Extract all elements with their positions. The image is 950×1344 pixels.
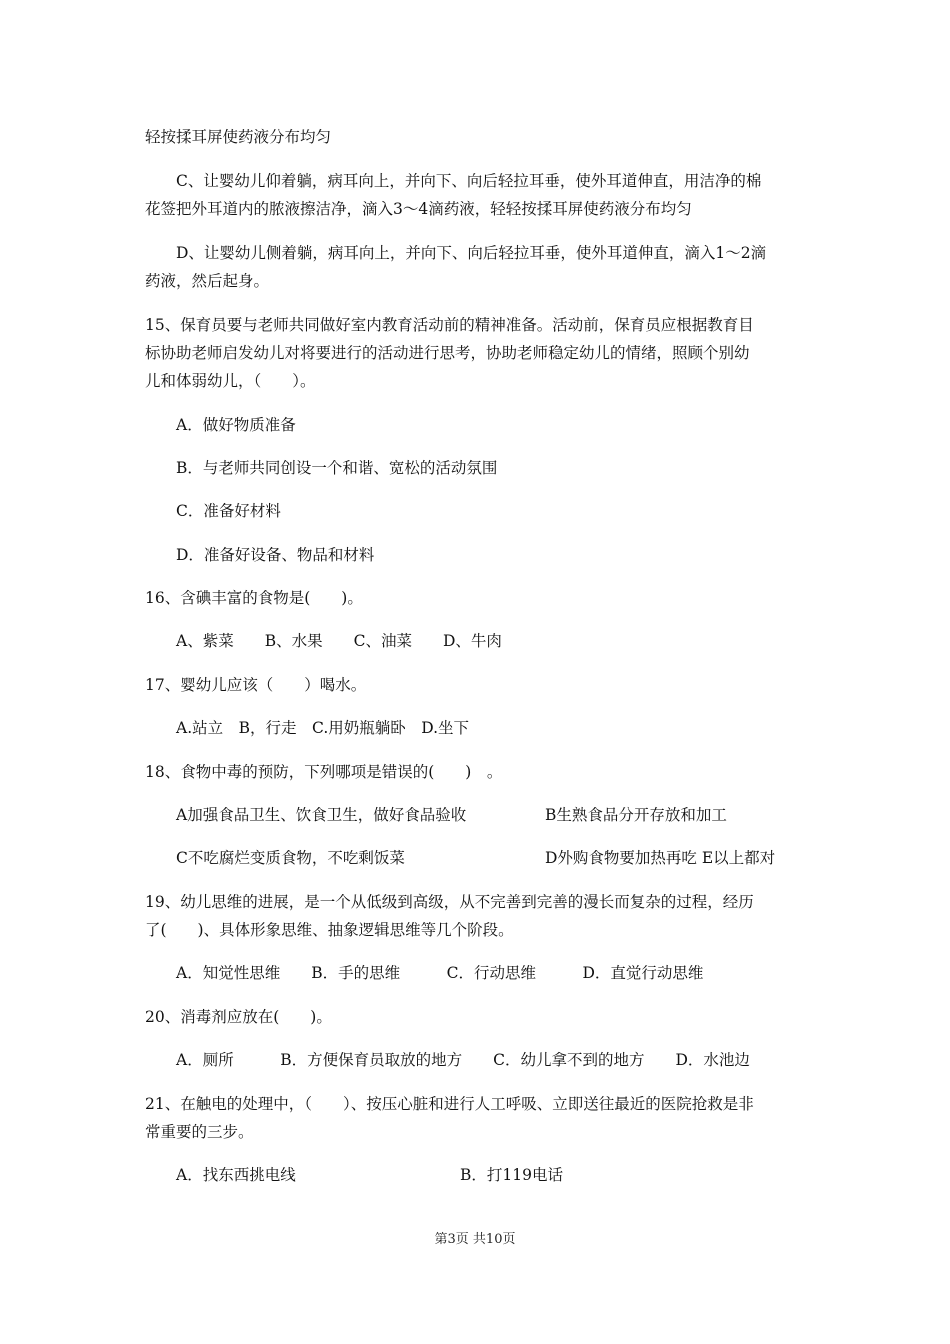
text-line: C、让婴幼儿仰着躺，病耳向上，并向下、向后轻拉耳垂，使外耳道伸直，用洁净的棉 — [176, 172, 762, 190]
text-line: D、让婴幼儿侧着躺，病耳向上，并向下、向后轻拉耳垂，使外耳道伸直，滴入1～2滴 — [176, 244, 767, 262]
question-20: 20、消毒剂应放在( )。 — [145, 1008, 332, 1026]
text-line: 标协助老师启发幼儿对将要进行的活动进行思考，协助老师稳定幼儿的情绪，照顾个别幼 — [145, 344, 750, 362]
question-16: 16、含碘丰富的食物是( )。 — [145, 589, 363, 607]
question-21: 21、在触电的处理中，（ ）、按压心脏和进行人工呼吸、立即送往最近的医院抢救是非 — [145, 1095, 754, 1113]
option-line: C．准备好材料 — [176, 502, 281, 520]
option-line: B．打119电话 — [460, 1166, 563, 1184]
option-line: D外购食物要加热再吃 E以上都对 — [545, 849, 776, 867]
text-line: 药液，然后起身。 — [145, 272, 270, 290]
question-17: 17、婴幼儿应该（ ）喝水。 — [145, 676, 367, 694]
question-18: 18、食物中毒的预防，下列哪项是错误的( ) 。 — [145, 763, 503, 781]
option-line: B．与老师共同创设一个和谐、宽松的活动氛围 — [176, 459, 498, 477]
option-line: A．厕所 B．方便保育员取放的地方 C．幼儿拿不到的地方 D．水池边 — [176, 1051, 750, 1069]
option-line: D．准备好设备、物品和材料 — [176, 546, 375, 564]
text-line: 花签把外耳道内的脓液擦洁净，滴入3～4滴药液，轻轻按揉耳屏使药液分布均匀 — [145, 200, 692, 218]
option-line: B生熟食品分开存放和加工 — [545, 806, 727, 824]
option-line: C不吃腐烂变质食物，不吃剩饭菜 — [176, 849, 405, 867]
option-line: A．做好物质准备 — [176, 416, 296, 434]
option-line: A．找东西挑电线 — [176, 1166, 296, 1184]
question-19: 19、幼儿思维的进展，是一个从低级到高级，从不完善到完善的漫长而复杂的过程，经历 — [145, 893, 754, 911]
page-footer: 第3页 共10页 — [434, 1232, 516, 1247]
option-line: A．知觉性思维 B．手的思维 C．行动思维 D．直觉行动思维 — [176, 964, 704, 982]
option-line: A、紫菜 B、水果 C、油菜 D、牛肉 — [176, 632, 502, 650]
option-line: A加强食品卫生、饮食卫生，做好食品验收 — [176, 806, 467, 824]
text-line: 轻按揉耳屏使药液分布均匀 — [145, 128, 332, 146]
text-line: 儿和体弱幼儿，（ ）。 — [145, 372, 316, 390]
text-line: 常重要的三步。 — [145, 1123, 254, 1141]
text-line: 了( )、具体形象思维、抽象逻辑思维等几个阶段。 — [145, 921, 514, 939]
question-15: 15、保育员要与老师共同做好室内教育活动前的精神准备。活动前，保育员应根据教育目 — [145, 316, 754, 334]
option-line: A.站立 B，行走 C.用奶瓶躺卧 D.坐下 — [176, 719, 470, 737]
